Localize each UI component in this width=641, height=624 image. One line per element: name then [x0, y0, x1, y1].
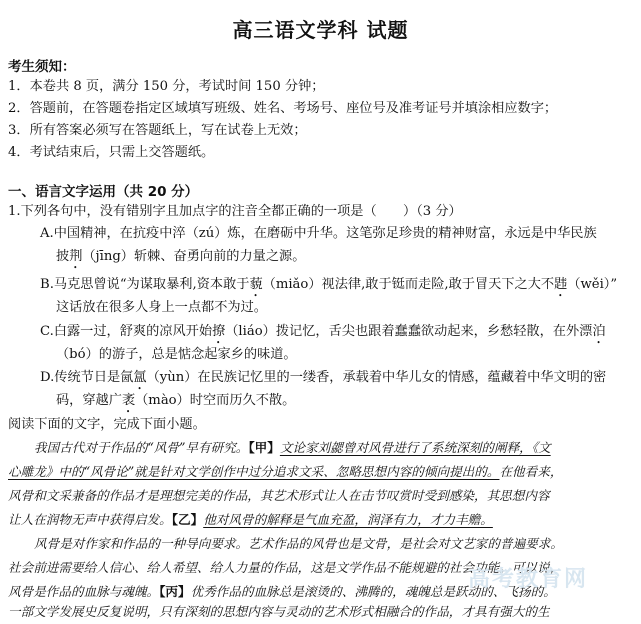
passage-text: 优秀作品的血脉总是滚烫的、沸腾的，魂魄总是跃动的、飞扬的。 — [190, 584, 556, 599]
notice-item: 1．本卷共 8 页，满分 150 分，考试时间 150 分钟； — [8, 79, 325, 94]
option-d-text: 码，穿越广 — [56, 393, 122, 408]
option-a-line2 — [56, 245, 305, 272]
option-c-text: C.白露一过，舒爽的凉风开始 — [40, 324, 213, 339]
option-d-line2 — [56, 389, 295, 416]
notice-item: 3．所有答案必须写在答题纸上，写在试卷上无效； — [8, 123, 307, 138]
underlined-sentence: 他对风骨的解释是气血充盈，润泽有力，才力丰赡。 — [203, 512, 493, 527]
option-b-text: B.马克思曾说“为谋取暴利,资本敢于 — [40, 277, 250, 292]
passage-text: 风骨是作品的血脉与魂魄。 — [8, 584, 160, 599]
dotted-char: 藐 — [249, 277, 263, 292]
notice-heading: 考生须知： — [8, 59, 76, 75]
option-c-text: （liáo）拨记忆，舌尖也跟着蠢蠢欲动起来，乡愁轻散，在外漂 — [225, 324, 593, 339]
page-title: 高三语文学科 试题 — [232, 18, 409, 42]
watermark: 高考教育网 — [468, 567, 589, 592]
passage-line — [8, 460, 562, 484]
option-d-text: （yùn）在民族记忆里的一缕香，承载着中华儿女的情感，蕴藏着中华文明的密 — [146, 370, 607, 385]
passage-line — [8, 508, 493, 532]
option-b-text: （miǎo）视法律,敢于铤而走险,敢于冒天下之大不 — [262, 277, 555, 292]
passage-text: 让人在润物无声中获得启发。 — [8, 512, 172, 527]
passage-text: 我国古代对于作品的“风骨”早有研究。 — [34, 440, 249, 455]
dotted-char: 氲 — [133, 370, 147, 385]
dotted-char: 袤 — [121, 393, 136, 408]
dotted-char: 撩 — [212, 324, 226, 339]
option-b-line2: 这话放在很多人身上一点都不为过。 — [56, 300, 267, 315]
option-c-line2: （bó）的游子，总是惦念起家乡的味道。 — [56, 347, 297, 362]
passage-line: 社会前进需要给人信心、给人希望、给人力量的作品，这是文学作品不能规避的社会功能。可以说， — [8, 560, 563, 575]
option-d-text: （mào）时空而历久不散。 — [135, 393, 296, 408]
passage-text: 在他看来， — [499, 464, 563, 479]
question-stem: 1.下列各句中，没有错别字且加点字的注音全都正确的一项是（ ）（3 分） — [8, 204, 462, 219]
option-b-text: （wěi）” — [567, 277, 618, 292]
marker-yi: 【乙】 — [171, 512, 204, 527]
option-d-text: D.传统节日是氤 — [40, 370, 134, 385]
option-a-text: 披 — [56, 249, 70, 264]
pinyin: zú — [198, 226, 215, 241]
marker-jia: 【甲】 — [248, 440, 280, 455]
option-a-text: A.中国精神，在抗疫中淬（ — [40, 226, 199, 241]
passage-line: 风骨和文采兼备的作品才是理想完美的作品，其艺术形式让人在击节叹赏时受到感染，其思想内容 — [8, 488, 550, 503]
passage-line: 风骨是对作家和作品的一种导向要求。艺术作品的风骨也是文骨，是社会对文艺家的普遍要求。 — [34, 536, 563, 551]
dotted-char: 荆 — [69, 249, 83, 264]
passage-line: 一部文学发展史反复说明，只有深刻的思想内容与灵动的艺术形式相融合的作品，才具有强大的生 — [8, 604, 550, 619]
dotted-char: 韪 — [554, 277, 568, 292]
option-a-text: （jīng）斩棘、奋勇向前的力量之源。 — [82, 249, 306, 264]
underlined-sentence: 文论家刘勰曾对风骨进行了系统深刻的阐释，《文 — [279, 440, 551, 455]
dotted-char: 泊 — [592, 324, 606, 339]
section-heading: 一、语言文字运用（共 20 分） — [8, 184, 199, 200]
passage-line — [34, 436, 551, 460]
option-a-line1 — [40, 222, 597, 246]
notice-item: 2．答题前，在答题卷指定区域填写班级、姓名、考场号、座位号及准考证号并填涂相应数字； — [8, 101, 558, 116]
marker-bing: 【丙】 — [159, 584, 191, 599]
reading-intro: 阅读下面的文字，完成下面小题。 — [8, 417, 206, 432]
option-a-text: ）炼，在磨砺中升华。这笔弥足珍贵的精神财富，永远是中华民族 — [214, 226, 597, 241]
notice-item: 4．考试结束后，只需上交答题纸。 — [8, 145, 215, 160]
underlined-sentence: 心雕龙》中的“风骨论”就是针对文学创作中过分追求文采、忽略思想内容的倾向提出的。 — [8, 464, 500, 479]
